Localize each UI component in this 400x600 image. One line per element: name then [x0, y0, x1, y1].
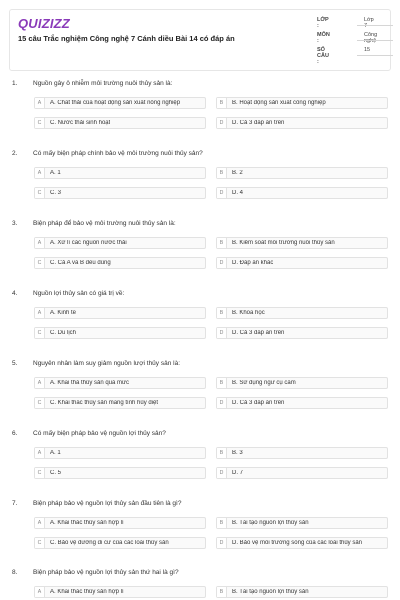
question-number: 4. [12, 290, 18, 297]
option-text: C. Khai thác thủy sản mang tính hủy diệt [50, 400, 159, 406]
quizizz-logo: QUIZIZZ [18, 16, 70, 31]
meta-count-label: SỐ CÂU : [317, 47, 329, 65]
option-letter: B [217, 238, 227, 248]
option-text: C. Bảo vệ đường di cư của các loài thủy sản [50, 540, 169, 546]
option-text: D. Cả 3 đáp án trên [232, 400, 285, 406]
option-text: A. Khai thác thủy sản hợp lí [50, 589, 124, 595]
option-letter: A [35, 587, 45, 597]
option-letter: D [217, 118, 227, 128]
worksheet-header [9, 9, 391, 71]
option-letter: D [217, 188, 227, 198]
option-d[interactable] [216, 537, 388, 549]
option-a[interactable] [34, 447, 206, 459]
option-letter: A [35, 518, 45, 528]
option-a[interactable] [34, 307, 206, 319]
option-d[interactable] [216, 327, 388, 339]
option-letter: A [35, 168, 45, 178]
option-c[interactable] [34, 187, 206, 199]
option-text: A. Kinh tế [50, 310, 77, 316]
option-a[interactable] [34, 377, 206, 389]
option-b[interactable] [216, 307, 388, 319]
meta-subject-value: Công nghệ [364, 32, 378, 44]
meta-subject-label: MÔN : [317, 32, 330, 44]
option-letter: D [217, 398, 227, 408]
meta-subject-underline [357, 40, 393, 41]
option-letter: C [35, 328, 45, 338]
question-number: 5. [12, 360, 18, 367]
question-text: Có mấy biện pháp bảo vệ nguồn lợi thủy sản? [33, 430, 166, 437]
option-letter: C [35, 468, 45, 478]
question-text: Nguồn gây ô nhiễm môi trường nuôi thủy sản là: [33, 80, 173, 87]
option-letter: D [217, 258, 227, 268]
option-text: B. Tái tạo nguồn lợi thủy sản [232, 589, 309, 595]
option-d[interactable] [216, 187, 388, 199]
option-letter: B [217, 308, 227, 318]
option-letter: D [217, 538, 227, 548]
option-letter: B [217, 448, 227, 458]
meta-grade-value: Lớp 7 [364, 17, 374, 29]
option-b[interactable] [216, 167, 388, 179]
option-b[interactable] [216, 237, 388, 249]
question-text: Biện pháp để bảo vệ môi trường nuôi thủy sản là: [33, 220, 176, 227]
question-number: 6. [12, 430, 18, 437]
option-text: D. Cả 3 đáp án trên [232, 330, 285, 336]
option-letter: B [217, 587, 227, 597]
option-text: A. Khai thá thủy sản quá mức [50, 380, 130, 386]
option-text: B. Khoa học [232, 310, 265, 316]
option-text: C. Nước thải sinh hoạt [50, 120, 111, 126]
question-number: 7. [12, 500, 18, 507]
meta-count-underline [357, 55, 393, 56]
option-c[interactable] [34, 117, 206, 129]
option-text: C. Du lịch [50, 330, 77, 336]
option-a[interactable] [34, 237, 206, 249]
option-c[interactable] [34, 327, 206, 339]
option-letter: C [35, 188, 45, 198]
option-text: D. Cả 3 đáp án trên [232, 120, 285, 126]
question-text: Nguồn lợi thủy sản có giá trị về: [33, 290, 125, 297]
option-text: B. Sử dụng ngư cụ cấm [232, 380, 296, 386]
option-text: C. Cả A và B đều đúng [50, 260, 111, 266]
option-b[interactable] [216, 517, 388, 529]
option-letter: D [217, 468, 227, 478]
option-a[interactable] [34, 97, 206, 109]
question-text: Biện pháp bảo vệ nguồn lợi thủy sản đầu tiên là gì? [33, 500, 182, 507]
option-b[interactable] [216, 377, 388, 389]
option-text: D. 7 [232, 470, 244, 476]
option-b[interactable] [216, 97, 388, 109]
option-a[interactable] [34, 517, 206, 529]
option-letter: B [217, 168, 227, 178]
option-d[interactable] [216, 397, 388, 409]
option-text: D. Đáp án khác [232, 260, 274, 266]
option-text: A. Khai thác thủy sản hợp lí [50, 520, 124, 526]
question-number: 3. [12, 220, 18, 227]
option-c[interactable] [34, 467, 206, 479]
question-text: Nguyên nhân làm suy giảm nguồn lượi thủy sản là: [33, 360, 181, 367]
option-b[interactable] [216, 586, 388, 598]
option-letter: C [35, 258, 45, 268]
option-letter: A [35, 308, 45, 318]
page-title: 15 câu Trắc nghiệm Công nghệ 7 Cánh diều Bài 14 có đáp án [18, 34, 235, 43]
option-a[interactable] [34, 586, 206, 598]
question-text: Có mấy biện pháp chính bảo vệ môi trường nuôi thủy sản? [33, 150, 203, 157]
option-c[interactable] [34, 537, 206, 549]
option-text: A. Chất thải của hoạt động sản xuất nông nghiệp [50, 100, 181, 106]
meta-grade-label: LỚP : [317, 17, 329, 29]
option-text: A. 1 [50, 450, 61, 456]
option-text: B. Hoạt động sản xuất công nghiệp [232, 100, 326, 106]
option-letter: A [35, 378, 45, 388]
option-letter: D [217, 328, 227, 338]
option-b[interactable] [216, 447, 388, 459]
option-letter: A [35, 448, 45, 458]
option-letter: B [217, 518, 227, 528]
option-letter: A [35, 98, 45, 108]
option-text: B. 3 [232, 450, 243, 456]
option-letter: C [35, 398, 45, 408]
option-letter: A [35, 238, 45, 248]
option-text: D. Bảo vệ môi trường sống của các loài thủy sản [232, 540, 363, 546]
option-d[interactable] [216, 117, 388, 129]
option-text: B. Tái tạo nguồn lợi thủy sản [232, 520, 309, 526]
question-number: 8. [12, 569, 18, 576]
meta-grade-underline [357, 25, 393, 26]
option-d[interactable] [216, 257, 388, 269]
option-text: B. 2 [232, 170, 243, 176]
option-letter: B [217, 98, 227, 108]
question-number: 1. [12, 80, 18, 87]
option-c[interactable] [34, 397, 206, 409]
meta-count-value: 15 [364, 47, 371, 53]
option-a[interactable] [34, 167, 206, 179]
question-text: Biện pháp bảo vệ nguồn lợi thủy sản thứ hai là gì? [33, 569, 179, 576]
option-d[interactable] [216, 467, 388, 479]
question-number: 2. [12, 150, 18, 157]
option-letter: C [35, 538, 45, 548]
option-text: B. Kiểm soát môi trường nuôi thủy sản [232, 240, 335, 246]
option-letter: B [217, 378, 227, 388]
option-c[interactable] [34, 257, 206, 269]
option-text: A. 1 [50, 170, 61, 176]
option-text: C. 5 [50, 470, 62, 476]
option-text: D. 4 [232, 190, 244, 196]
option-text: A. Xử lí các nguồn nước thải [50, 240, 127, 246]
option-text: C. 3 [50, 190, 62, 196]
option-letter: C [35, 118, 45, 128]
